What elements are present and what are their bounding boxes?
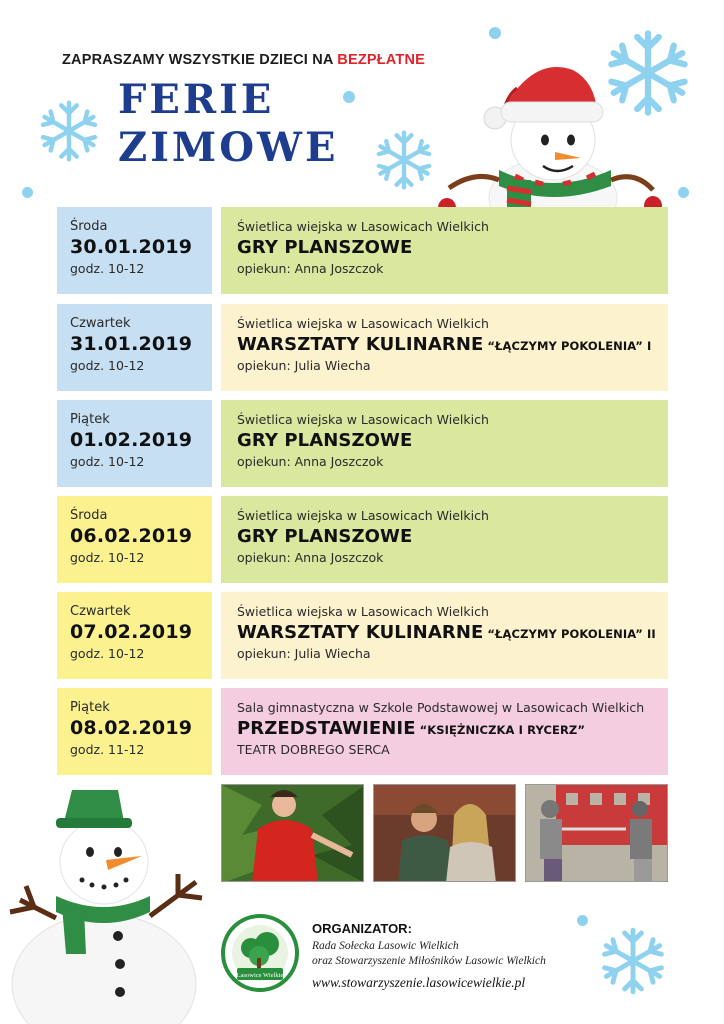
- event-info-box: [221, 304, 668, 391]
- snowflake-icon: [373, 129, 435, 191]
- snowflake-icon: [598, 926, 668, 996]
- organizer-website-link[interactable]: www.stowarzyszenie.lasowicewielkie.pl: [312, 975, 526, 990]
- event-date: 06.02.2019: [70, 525, 193, 547]
- event-title: PRZEDSTAWIENIE: [237, 718, 416, 739]
- event-day: Środa: [70, 508, 108, 523]
- intro-text: [62, 52, 425, 68]
- organization-logo-icon: [221, 914, 299, 992]
- event-person: opiekun: Anna Joszczok: [237, 550, 384, 565]
- event-date: 08.02.2019: [70, 717, 193, 739]
- snow-dot: [22, 187, 33, 198]
- event-date: 01.02.2019: [70, 429, 193, 451]
- event-hours: godz. 10-12: [70, 454, 145, 469]
- event-date-box: [57, 496, 212, 583]
- event-row: [57, 592, 668, 679]
- snow-dot: [678, 187, 689, 198]
- event-row: [57, 400, 668, 487]
- event-day: Czwartek: [70, 316, 131, 331]
- event-title: WARSZTATY KULINARNE: [237, 334, 484, 355]
- event-date-box: [57, 592, 212, 679]
- title-line-1: FERIE: [118, 76, 275, 123]
- event-title: GRY PLANSZOWE: [237, 430, 413, 451]
- theatre-photo: [373, 784, 516, 882]
- snow-dot: [577, 915, 588, 926]
- title-line-2: ZIMOWE: [118, 124, 339, 171]
- event-row: [57, 304, 668, 391]
- event-row: [57, 496, 668, 583]
- snowman-santa-hat-icon: [435, 58, 665, 218]
- event-date-box: [57, 688, 212, 775]
- event-date: 07.02.2019: [70, 621, 193, 643]
- snow-dot: [343, 91, 355, 103]
- event-row: [57, 688, 668, 775]
- event-place: Świetlica wiejska w Lasowicach Wielkich: [237, 316, 489, 331]
- organizer-label: ORGANIZATOR:: [312, 921, 412, 936]
- snowman-bucket-hat-icon: [0, 788, 212, 1024]
- event-person: opiekun: Julia Wiecha: [237, 646, 371, 661]
- snowflake-icon: [37, 99, 101, 163]
- event-info-box: [221, 688, 668, 775]
- event-hours: godz. 11-12: [70, 742, 145, 757]
- event-row: [57, 207, 668, 294]
- event-date-box: [57, 207, 212, 294]
- theatre-photo: [221, 784, 364, 882]
- organizer-line-1: Rada Sołecka Lasowic Wielkich: [312, 940, 459, 952]
- logo-text: Lasowice Wielkie: [236, 972, 284, 979]
- intro-line: ZAPRASZAMY WSZYSTKIE DZIECI NA: [62, 52, 334, 68]
- event-title: WARSZTATY KULINARNE: [237, 622, 484, 643]
- event-day: Piątek: [70, 412, 110, 427]
- event-subtitle: “ŁĄCZYMY POKOLENIA” II: [487, 627, 656, 641]
- intro-highlight: BEZPŁATNE: [337, 52, 426, 68]
- event-place: Sala gimnastyczna w Szkole Podstawowej w Lasowicach Wielkich: [237, 700, 645, 715]
- snow-dot: [489, 27, 501, 39]
- event-person: opiekun: Julia Wiecha: [237, 358, 371, 373]
- event-info-box: [221, 207, 668, 294]
- event-hours: godz. 10-12: [70, 358, 145, 373]
- event-info-box: [221, 496, 668, 583]
- event-place: Świetlica wiejska w Lasowicach Wielkich: [237, 508, 489, 523]
- event-person: opiekun: Anna Joszczok: [237, 261, 384, 276]
- event-subtitle: “KSIĘŻNICZKA I RYCERZ”: [419, 723, 586, 737]
- event-person: TEATR DOBREGO SERCA: [237, 742, 390, 757]
- event-day: Czwartek: [70, 604, 131, 619]
- event-date: 30.01.2019: [70, 236, 193, 258]
- theatre-photo: [525, 784, 668, 882]
- event-hours: godz. 10-12: [70, 550, 145, 565]
- event-date-box: [57, 304, 212, 391]
- event-hours: godz. 10-12: [70, 646, 145, 661]
- event-date-box: [57, 400, 212, 487]
- event-day: Piątek: [70, 700, 110, 715]
- organizer-line-2: oraz Stowarzyszenie Miłośników Lasowic Wielkich: [312, 955, 546, 967]
- event-info-box: [221, 400, 668, 487]
- event-place: Świetlica wiejska w Lasowicach Wielkich: [237, 412, 489, 427]
- event-hours: godz. 10-12: [70, 261, 145, 276]
- event-place: Świetlica wiejska w Lasowicach Wielkich: [237, 604, 489, 619]
- event-subtitle: “ŁĄCZYMY POKOLENIA” I: [487, 339, 652, 353]
- event-title: GRY PLANSZOWE: [237, 526, 413, 547]
- event-info-box: [221, 592, 668, 679]
- event-day: Środa: [70, 219, 108, 234]
- event-date: 31.01.2019: [70, 333, 193, 355]
- event-place: Świetlica wiejska w Lasowicach Wielkich: [237, 219, 489, 234]
- event-person: opiekun: Anna Joszczok: [237, 454, 384, 469]
- event-title: GRY PLANSZOWE: [237, 237, 413, 258]
